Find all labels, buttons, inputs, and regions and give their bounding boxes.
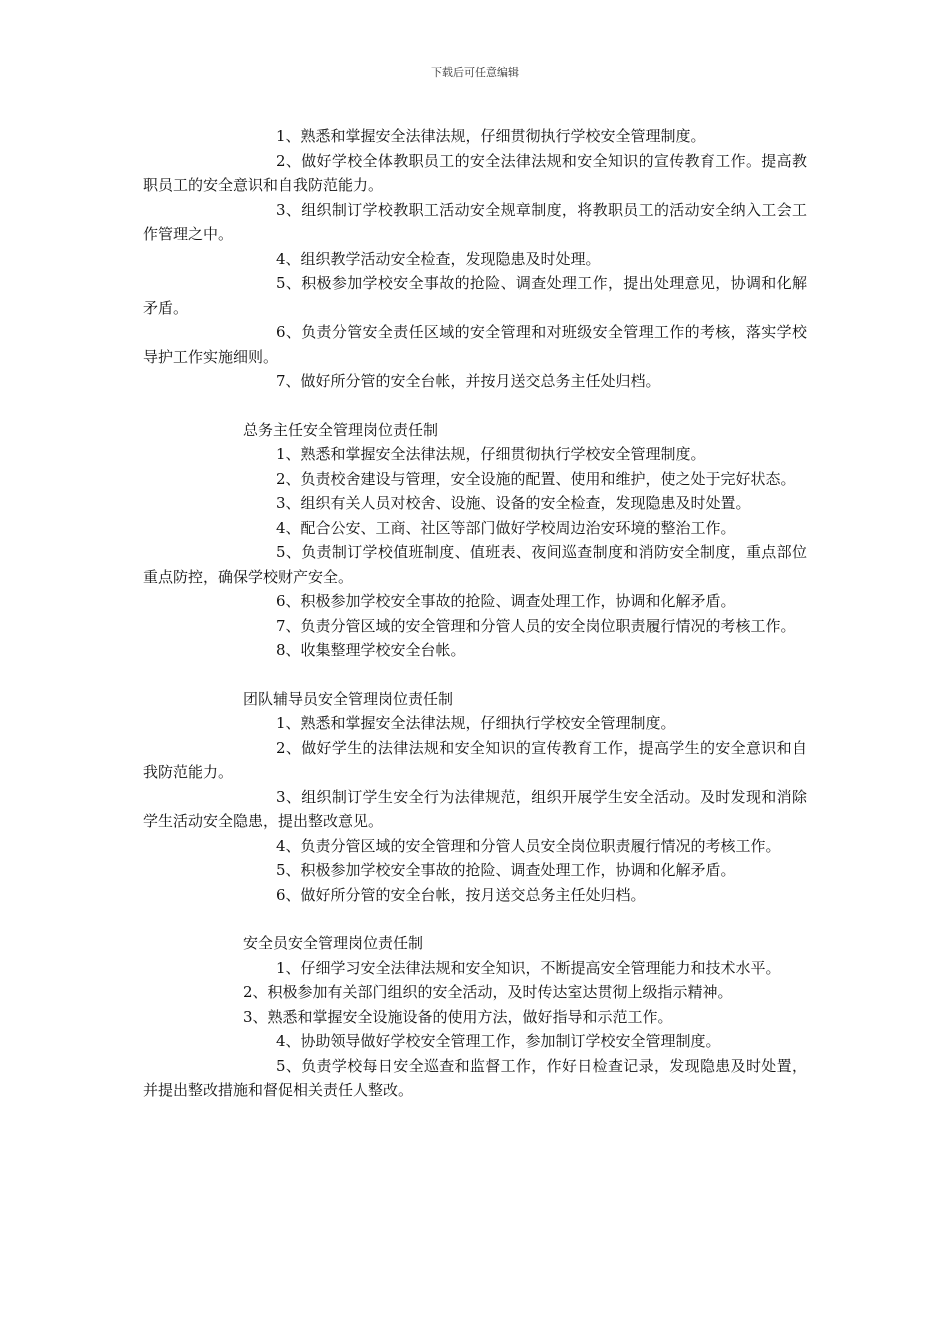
duty-item: 3、组织制订学生安全行为法律规范，组织开展学生安全活动。及时发现和消除学生活动安全隐患，提出整改意见。 [143,787,807,830]
duty-item: 1、熟悉和掌握安全法律法规，仔细贯彻执行学校安全管理制度。 [276,127,706,145]
duty-item: 3、组织制订学校教职工活动安全规章制度，将教职员工的活动安全纳入工会工作管理之中。 [143,200,807,243]
duty-item: 3、组织有关人员对校舍、设施、设备的安全检查，发现隐患及时处置。 [276,494,751,512]
duty-item: 4、负责分管区域的安全管理和分管人员安全岗位职责履行情况的考核工作。 [276,836,781,855]
section-title: 团队辅导员安全管理岗位责任制 [243,689,454,708]
document-section [143,687,807,908]
duty-item: 5、积极参加学校安全事故的抢险、调查处理工作，协调和化解矛盾。 [276,861,736,879]
duty-item: 6、负责分管安全责任区域的安全管理和对班级安全管理工作的考核，落实学校导护工作实施细则。 [143,323,807,366]
duty-item: 4、组织教学活动安全检查，发现隐患及时处理。 [276,249,601,268]
duty-item: 5、负责制订学校值班制度、值班表、夜间巡查制度和消防安全制度，重点部位重点防控，确保学校财产安全。 [143,543,807,586]
duty-item: 2、做好学生的法律法规和安全知识的宣传教育工作，提高学生的安全意识和自我防范能力。 [143,738,807,781]
duty-item: 1、仔细学习安全法律法规和安全知识，不断提高安全管理能力和技术水平。 [276,958,781,977]
document-section [143,931,807,1103]
duty-item: 4、配合公安、工商、社区等部门做好学校周边治安环境的整治工作。 [276,518,736,537]
duty-item: 4、协助领导做好学校安全管理工作，参加制订学校安全管理制度。 [276,1032,721,1050]
duty-item: 7、负责分管区域的安全管理和分管人员的安全岗位职责履行情况的考核工作。 [276,616,796,635]
duty-item: 1、熟悉和掌握安全法律法规，仔细执行学校安全管理制度。 [276,714,676,732]
duty-item: 8、收集整理学校安全台帐。 [276,641,466,659]
duty-item: 5、负责学校每日安全巡查和监督工作，作好日检查记录，发现隐患及时处置，并提出整改措施和督促相关责任人整改。 [143,1056,807,1099]
duty-item: 6、积极参加学校安全事故的抢险、调查处理工作，协调和化解矛盾。 [276,592,736,610]
duty-item: 2、做好学校全体教职员工的安全法律法规和安全知识的宣传教育工作。提高教职员工的安全意识和自我防范能力。 [143,151,807,194]
duty-item: 7、做好所分管的安全台帐，并按月送交总务主任处归档。 [276,372,661,390]
document-section [143,124,807,394]
duty-item: 5、积极参加学校安全事故的抢险、调查处理工作，提出处理意见，协调和化解矛盾。 [143,274,807,317]
duty-item: 6、做好所分管的安全台帐，按月送交总务主任处归档。 [276,885,646,904]
duty-item: 1、熟悉和掌握安全法律法规，仔细贯彻执行学校安全管理制度。 [276,445,706,463]
section-title: 安全员安全管理岗位责任制 [243,934,424,952]
duty-item: 2、积极参加有关部门组织的安全活动，及时传达室达贯彻上级指示精神。 [243,983,733,1001]
page-header: 下载后可任意编辑 [431,66,519,79]
duty-item: 3、熟悉和掌握安全设施设备的使用方法，做好指导和示范工作。 [243,1007,673,1026]
document-body [143,124,807,1103]
section-title: 总务主任安全管理岗位责任制 [243,420,439,439]
duty-item: 2、负责校舍建设与管理，安全设施的配置、使用和维护，使之处于完好状态。 [276,469,796,488]
document-section [143,418,807,663]
